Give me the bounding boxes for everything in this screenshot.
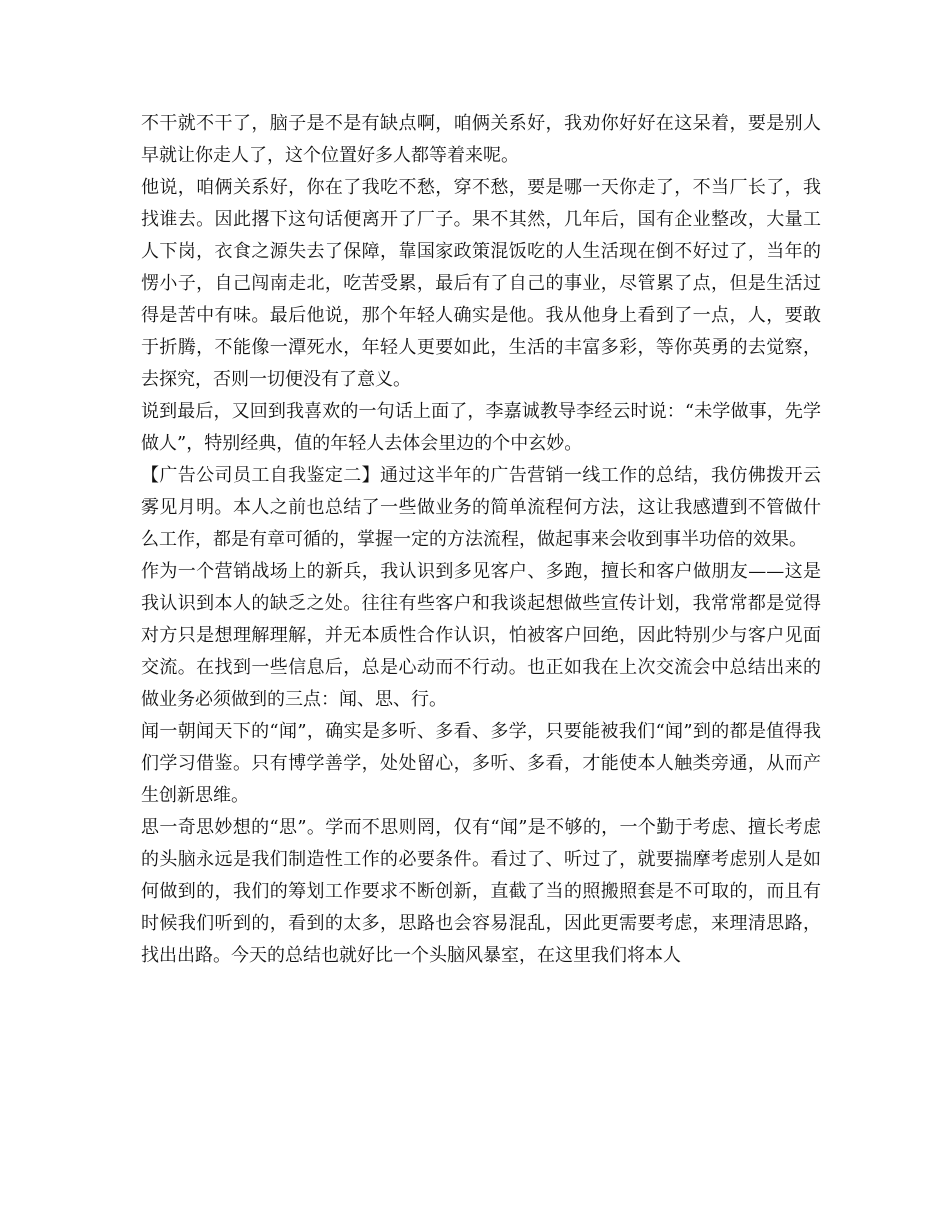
- paragraph: 作为一个营销战场上的新兵，我认识到多见客户、多跑，擅长和客户做朋友——这是我认识到本人的缺乏之处。往往有些客户和我谈起想做些宣传计划，我常常都是觉得对方只是想理解理解，并无本质性合作认识，怕被客户回绝，因此特别少与客户见面交流。在找到一些信息后，总是心动而不行动。也正如我在上次交流会中总结出来的做业务必须做到的三点：闻、思、行。: [141, 561, 821, 710]
- document-body: [141, 108, 821, 972]
- paragraph: 闻一朝闻天下的“闻”，确实是多听、多看、多学，只要能被我们“闻”到的都是值得我们学习借鉴。只有博学善学，处处留心，多听、多看，才能使本人触类旁通，从而产生创新思维。: [141, 721, 821, 806]
- paragraph: 【广告公司员工自我鉴定二】通过这半年的广告营销一线工作的总结，我仿佛拨开云雾见月明。本人之前也总结了一些做业务的简单流程何方法，这让我感遭到不管做什么工作，都是有章可循的，掌握一定的方法流程，做起事来会收到事半功倍的效果。: [141, 465, 821, 550]
- paragraph: 说到最后，又回到我喜欢的一句话上面了，李嘉诚教导李经云时说：“未学做事，先学做人”，特别经典，值的年轻人去体会里边的个中玄妙。: [141, 401, 821, 454]
- paragraph: 思一奇思妙想的“思”。学而不思则罔，仅有“闻”是不够的，一个勤于考虑、擅长考虑的头脑永远是我们制造性工作的必要条件。看过了、听过了，就要揣摩考虑别人是如何做到的，我们的筹划工作要求不断创新，直截了当的照搬照套是不可取的，而且有时候我们听到的，看到的太多，思路也会容易混乱，因此更需要考虑，来理清思路，找出出路。今天的总结也就好比一个头脑风暴室，在这里我们将本人: [141, 817, 821, 966]
- paragraph: 他说，咱俩关系好，你在了我吃不愁，穿不愁，要是哪一天你走了，不当厂长了，我找谁去。因此撂下这句话便离开了厂子。果不其然，几年后，国有企业整改，大量工人下岗，衣食之源失去了保障，靠国家政策混饭吃的人生活现在倒不好过了，当年的愣小子，自己闯南走北，吃苦受累，最后有了自己的事业，尽管累了点，但是生活过得是苦中有味。最后他说，那个年轻人确实是他。我从他身上看到了一点，人，要敢于折腾，不能像一潭死水，年轻人更要如此，生活的丰富多彩，等你英勇的去觉察，去探究，否则一切便没有了意义。: [141, 177, 821, 390]
- paragraph: 不干就不干了，脑子是不是有缺点啊，咱俩关系好，我劝你好好在这呆着，要是别人早就让你走人了，这个位置好多人都等着来呢。: [141, 113, 821, 166]
